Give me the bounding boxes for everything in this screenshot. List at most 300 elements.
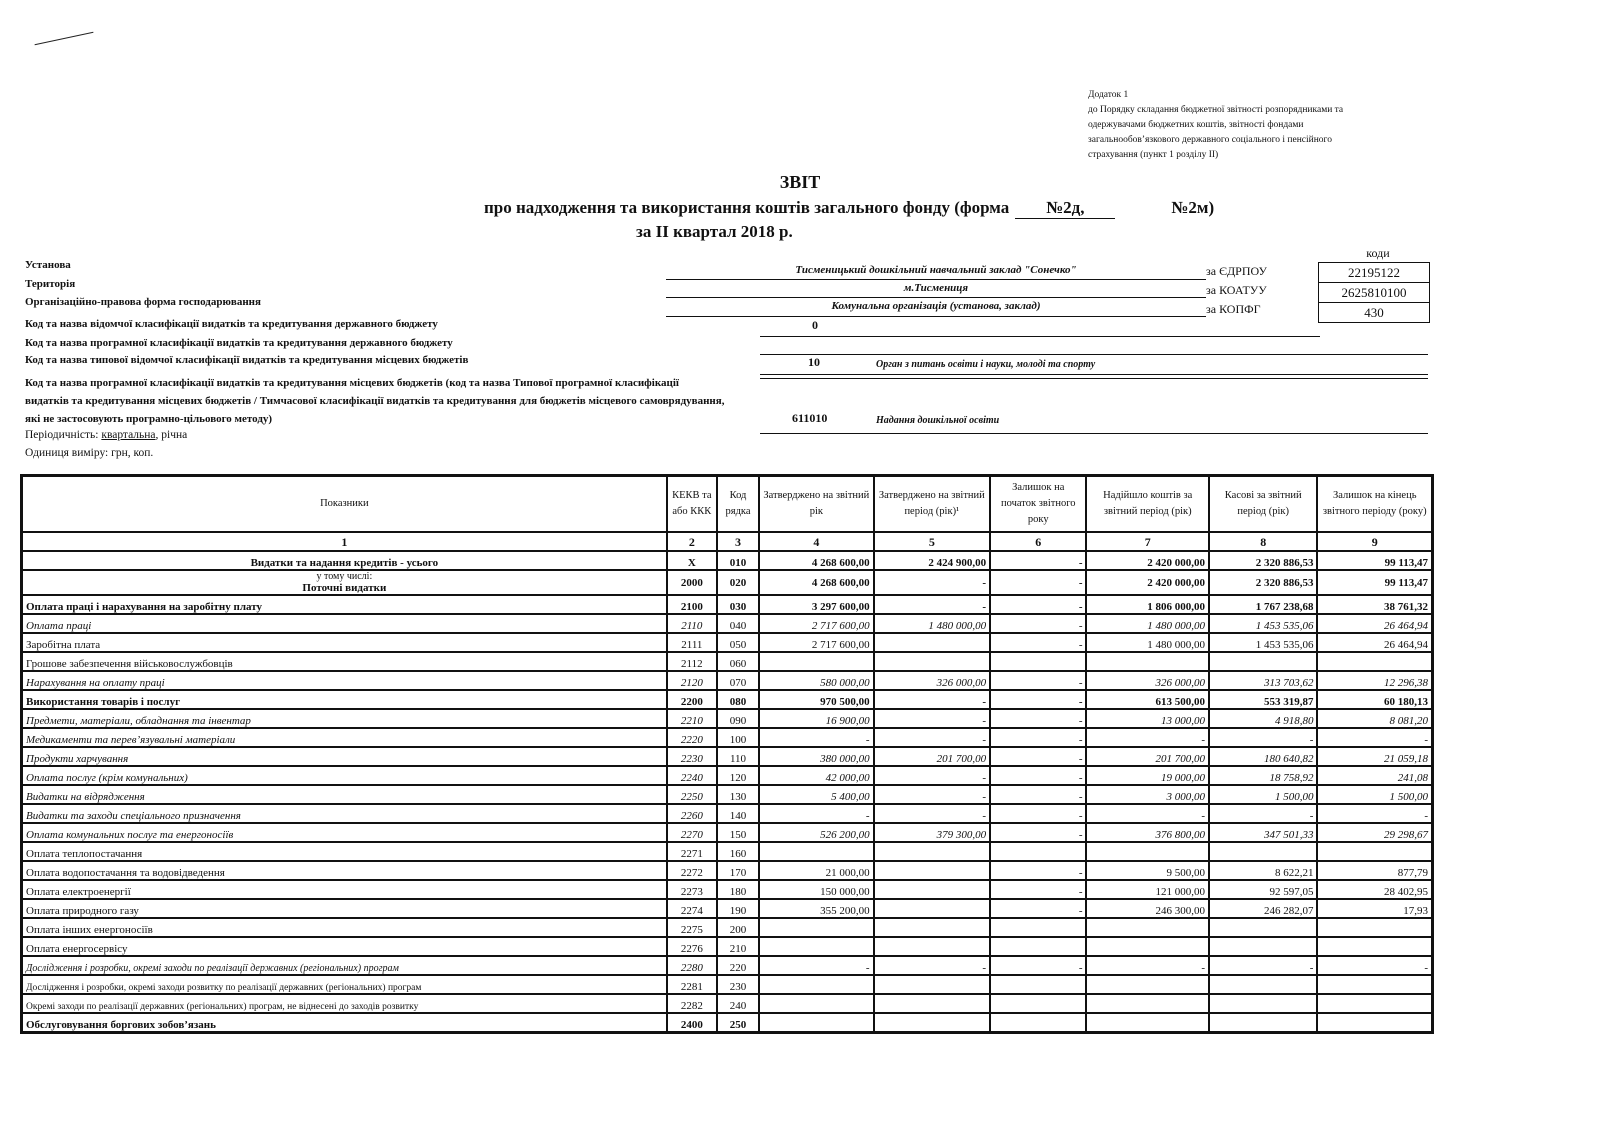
row-code: 220 <box>717 956 759 975</box>
form-2m: №2м) <box>1171 198 1215 217</box>
cell-cash-expenses: 4 918,80 <box>1209 709 1317 728</box>
cell-approved-year: 4 268 600,00 <box>759 551 873 570</box>
cell-balance-end: - <box>1317 804 1432 823</box>
cell-approved-year: 526 200,00 <box>759 823 873 842</box>
row-code: 120 <box>717 766 759 785</box>
row-kekv: 2110 <box>667 614 717 633</box>
cell-cash-expenses: 246 282,07 <box>1209 899 1317 918</box>
col-header-received: Надійшло коштів за звітний період (рік) <box>1086 476 1209 532</box>
table-row <box>22 709 1432 728</box>
cell-approved-year: 16 900,00 <box>759 709 873 728</box>
row-kekv: 2275 <box>667 918 717 937</box>
cell-received <box>1086 842 1209 861</box>
edrpou-code: 22195122 <box>1318 262 1430 283</box>
periodicity-rest: , річна <box>155 429 188 441</box>
cell-received: - <box>1086 728 1209 747</box>
row-code: 150 <box>717 823 759 842</box>
row-code: 100 <box>717 728 759 747</box>
table-row <box>22 880 1432 899</box>
cell-balance-start: - <box>990 899 1086 918</box>
row-name: Оплата водопостачання та водовідведення <box>22 861 667 880</box>
cell-cash-expenses <box>1209 918 1317 937</box>
row-kekv: 2112 <box>667 652 717 671</box>
cell-approved-period: 379 300,00 <box>874 823 990 842</box>
row-name: Дослідження і розробки, окремі заходи розвитку по реалізації державних (регіональних) програм <box>22 975 667 994</box>
cell-balance-end <box>1317 842 1432 861</box>
cell-approved-period <box>874 842 990 861</box>
kopfg-code: 430 <box>1318 302 1430 323</box>
table-row <box>22 551 1432 570</box>
territory-value: м.Тисмениця <box>903 282 969 294</box>
cell-balance-start: - <box>990 861 1086 880</box>
row-kekv: 2120 <box>667 671 717 690</box>
dept-class-label: Код та назва відомчої класифікації видатків та кредитування державного бюджету <box>25 318 438 330</box>
cell-cash-expenses <box>1209 652 1317 671</box>
col-header-approved-year: Затверджено на звітний рік <box>759 476 873 532</box>
cell-approved-year <box>759 918 873 937</box>
col-number: 3 <box>717 532 759 551</box>
cell-balance-end: 12 296,38 <box>1317 671 1432 690</box>
row-name: Грошове забезпечення військовослужбовців <box>22 652 667 671</box>
cell-approved-period: 201 700,00 <box>874 747 990 766</box>
cell-approved-period: - <box>874 709 990 728</box>
cell-approved-year: 42 000,00 <box>759 766 873 785</box>
row-name: Оплата праці <box>22 614 667 633</box>
row-code: 170 <box>717 861 759 880</box>
cell-balance-start: - <box>990 728 1086 747</box>
annex-line: Додаток 1 <box>1088 90 1129 100</box>
row-code: 210 <box>717 937 759 956</box>
row-name: Оплата послуг (крім комунальних) <box>22 766 667 785</box>
annex-note <box>1088 88 1428 163</box>
row-name: Медикаменти та перев’язувальні матеріали <box>22 728 667 747</box>
periodicity-prefix: Періодичність: <box>25 429 99 441</box>
annex-line: до Порядку складання бюджетної звітності розпорядниками та <box>1088 105 1344 115</box>
cell-balance-start <box>990 1013 1086 1032</box>
table-row <box>22 690 1432 709</box>
cell-received: 201 700,00 <box>1086 747 1209 766</box>
cell-approved-year: 2 717 600,00 <box>759 614 873 633</box>
annex-line: одержувачами бюджетних коштів, звітності фондами <box>1088 120 1304 130</box>
row-code: 030 <box>717 595 759 614</box>
cell-approved-year: - <box>759 728 873 747</box>
cell-approved-year: 4 268 600,00 <box>759 570 873 595</box>
cell-balance-end: 60 180,13 <box>1317 690 1432 709</box>
cell-approved-period <box>874 994 990 1013</box>
table-row <box>22 728 1432 747</box>
cell-approved-year: 380 000,00 <box>759 747 873 766</box>
row-code: 200 <box>717 918 759 937</box>
cell-balance-end <box>1317 994 1432 1013</box>
cell-cash-expenses <box>1209 1013 1317 1032</box>
cell-balance-start <box>990 994 1086 1013</box>
cell-approved-period: - <box>874 956 990 975</box>
cell-balance-start <box>990 975 1086 994</box>
cell-received: 13 000,00 <box>1086 709 1209 728</box>
cell-balance-end: 26 464,94 <box>1317 614 1432 633</box>
cell-received <box>1086 652 1209 671</box>
cell-balance-start: - <box>990 709 1086 728</box>
codes-title: коди <box>1366 246 1390 260</box>
table-row <box>22 842 1432 861</box>
cell-balance-start: - <box>990 570 1086 595</box>
cell-received: - <box>1086 956 1209 975</box>
cell-cash-expenses: - <box>1209 728 1317 747</box>
row-name: Оплата природного газу <box>22 899 667 918</box>
cell-balance-end: 1 500,00 <box>1317 785 1432 804</box>
cell-balance-start: - <box>990 804 1086 823</box>
institution-value: Тисменицький дошкільний навчальний заклад "Сонечко" <box>795 264 1077 276</box>
row-code: 060 <box>717 652 759 671</box>
legal-form-value: Комунальна організація (установа, заклад) <box>831 300 1041 312</box>
cell-approved-year: 5 400,00 <box>759 785 873 804</box>
dept-class-value: 0 <box>812 318 818 332</box>
cell-approved-year: 970 500,00 <box>759 690 873 709</box>
periodicity-selected: квартальна <box>101 429 156 441</box>
col-number: 5 <box>874 532 990 551</box>
kopfg-label: за КОПФГ <box>1206 302 1261 316</box>
row-kekv: 2280 <box>667 956 717 975</box>
cell-approved-year: 3 297 600,00 <box>759 595 873 614</box>
cell-balance-end: 28 402,95 <box>1317 880 1432 899</box>
cell-cash-expenses: 1 453 535,06 <box>1209 633 1317 652</box>
row-name <box>22 570 667 595</box>
row-name: Обслуговування боргових зобов’язань <box>22 1013 667 1032</box>
row-kekv: 2200 <box>667 690 717 709</box>
row-name: Дослідження і розробки, окремі заходи по реалізації державних (регіональних) програм <box>22 956 667 975</box>
table-row <box>22 804 1432 823</box>
col-header-row-code: Код рядка <box>717 476 759 532</box>
annex-line: загальнообов’язкового державного соціального і пенсійного <box>1088 135 1332 145</box>
table-row <box>22 994 1432 1013</box>
cell-balance-start: - <box>990 614 1086 633</box>
cell-balance-end: 241,08 <box>1317 766 1432 785</box>
cell-cash-expenses: 313 703,62 <box>1209 671 1317 690</box>
row-kekv: 2400 <box>667 1013 717 1032</box>
row-kekv: 2276 <box>667 937 717 956</box>
table-row <box>22 785 1432 804</box>
row-name-text: Поточні видатки <box>302 582 387 594</box>
cell-approved-period <box>874 652 990 671</box>
row-kekv: 2272 <box>667 861 717 880</box>
row-name: Видатки та заходи спеціального призначення <box>22 804 667 823</box>
row-kekv: 2210 <box>667 709 717 728</box>
local-prog-label: Код та назва програмної класифікації видатків та кредитування місцевих бюджетів (код та назва Типової програмної класифікації видатків та кредитування місцевих бюджетів / Тимчасової класифікації видатків та кредитування для бюджетів місцевого самоврядування, які не застосовують програмно-цільового методу) <box>25 377 725 425</box>
row-kekv: 2282 <box>667 994 717 1013</box>
cell-approved-year: - <box>759 956 873 975</box>
row-code: 230 <box>717 975 759 994</box>
cell-balance-start: - <box>990 633 1086 652</box>
cell-received <box>1086 1013 1209 1032</box>
row-code: 020 <box>717 570 759 595</box>
cell-balance-end <box>1317 918 1432 937</box>
cell-balance-start: - <box>990 766 1086 785</box>
edrpou-label: за ЄДРПОУ <box>1206 264 1268 278</box>
row-name: Заробітна плата <box>22 633 667 652</box>
row-code: 090 <box>717 709 759 728</box>
institution-label: Установа <box>25 259 71 271</box>
cell-balance-end <box>1317 652 1432 671</box>
table-row <box>22 570 1432 595</box>
row-code: 240 <box>717 994 759 1013</box>
row-code: 070 <box>717 671 759 690</box>
row-kekv: 2273 <box>667 880 717 899</box>
report-table <box>20 474 1434 1034</box>
cell-cash-expenses: 553 319,87 <box>1209 690 1317 709</box>
cell-balance-end <box>1317 975 1432 994</box>
table-row <box>22 1013 1432 1032</box>
cell-balance-end: 17,93 <box>1317 899 1432 918</box>
unit-of-measure: Одиниця виміру: грн, коп. <box>25 447 154 459</box>
cell-approved-period <box>874 1013 990 1032</box>
cell-received: - <box>1086 804 1209 823</box>
row-name: Оплата інших енергоносіїв <box>22 918 667 937</box>
cell-approved-period: - <box>874 728 990 747</box>
row-kekv: 2220 <box>667 728 717 747</box>
row-kekv: 2260 <box>667 804 717 823</box>
cell-balance-start: - <box>990 595 1086 614</box>
cell-cash-expenses: 92 597,05 <box>1209 880 1317 899</box>
prog-class-label: Код та назва програмної класифікації видатків та кредитування державного бюджету <box>25 337 453 349</box>
cell-received: 613 500,00 <box>1086 690 1209 709</box>
cell-balance-end: 29 298,67 <box>1317 823 1432 842</box>
cell-approved-year <box>759 994 873 1013</box>
local-prog-code: 611010 <box>792 411 828 425</box>
cell-balance-start: - <box>990 690 1086 709</box>
cell-cash-expenses: 1 453 535,06 <box>1209 614 1317 633</box>
report-subtitle-text: про надходження та використання коштів загального фонду (форма <box>484 198 1010 217</box>
row-kekv: 2281 <box>667 975 717 994</box>
cell-balance-end <box>1317 937 1432 956</box>
table-header-row <box>22 476 1432 532</box>
col-number: 2 <box>667 532 717 551</box>
table-row <box>22 899 1432 918</box>
cell-balance-end: - <box>1317 728 1432 747</box>
table-row <box>22 975 1432 994</box>
cell-approved-period: - <box>874 595 990 614</box>
legal-form-label: Організаційно-правова форма господарювання <box>25 296 261 308</box>
cell-approved-period: - <box>874 766 990 785</box>
cell-approved-period: 326 000,00 <box>874 671 990 690</box>
row-name: Видатки та надання кредитів - усього <box>22 551 667 570</box>
col-number: 8 <box>1209 532 1317 551</box>
cell-received <box>1086 918 1209 937</box>
row-code: 250 <box>717 1013 759 1032</box>
territory-label: Територія <box>25 278 76 290</box>
cell-approved-period <box>874 899 990 918</box>
table-row <box>22 861 1432 880</box>
cell-cash-expenses: 180 640,82 <box>1209 747 1317 766</box>
cell-cash-expenses <box>1209 994 1317 1013</box>
col-header-kekv: КЕКВ та або ККК <box>667 476 717 532</box>
col-number: 4 <box>759 532 873 551</box>
row-kekv: 2240 <box>667 766 717 785</box>
cell-approved-year <box>759 1013 873 1032</box>
cell-received: 3 000,00 <box>1086 785 1209 804</box>
row-name: Оплата енергосервісу <box>22 937 667 956</box>
row-code: 050 <box>717 633 759 652</box>
cell-cash-expenses: 18 758,92 <box>1209 766 1317 785</box>
cell-received: 2 420 000,00 <box>1086 570 1209 595</box>
cell-approved-period: 1 480 000,00 <box>874 614 990 633</box>
cell-cash-expenses: - <box>1209 956 1317 975</box>
cell-balance-start: - <box>990 823 1086 842</box>
cell-balance-start <box>990 918 1086 937</box>
table-row <box>22 937 1432 956</box>
cell-received: 121 000,00 <box>1086 880 1209 899</box>
cell-balance-start <box>990 937 1086 956</box>
cell-received <box>1086 994 1209 1013</box>
table-row <box>22 595 1432 614</box>
row-name: Використання товарів і послуг <box>22 690 667 709</box>
cell-received: 19 000,00 <box>1086 766 1209 785</box>
cell-approved-year: 355 200,00 <box>759 899 873 918</box>
cell-cash-expenses <box>1209 975 1317 994</box>
cell-approved-period: - <box>874 570 990 595</box>
row-code: 160 <box>717 842 759 861</box>
row-code: 110 <box>717 747 759 766</box>
cell-cash-expenses: 2 320 886,53 <box>1209 551 1317 570</box>
row-code: 080 <box>717 690 759 709</box>
cell-balance-start <box>990 842 1086 861</box>
cell-approved-year: 150 000,00 <box>759 880 873 899</box>
typical-dept-code: 10 <box>808 355 820 369</box>
row-name: Нарахування на оплату праці <box>22 671 667 690</box>
table-row <box>22 614 1432 633</box>
cell-approved-year: 21 000,00 <box>759 861 873 880</box>
table-row <box>22 747 1432 766</box>
cell-balance-start: - <box>990 747 1086 766</box>
table-row <box>22 671 1432 690</box>
cell-balance-start: - <box>990 880 1086 899</box>
row-kekv: 2230 <box>667 747 717 766</box>
cell-approved-year: 2 717 600,00 <box>759 633 873 652</box>
row-name: Оплата електроенергії <box>22 880 667 899</box>
cell-approved-period: 2 424 900,00 <box>874 551 990 570</box>
cell-cash-expenses: 2 320 886,53 <box>1209 570 1317 595</box>
cell-received: 1 480 000,00 <box>1086 614 1209 633</box>
cell-balance-start: - <box>990 551 1086 570</box>
row-code: 130 <box>717 785 759 804</box>
cell-balance-start: - <box>990 671 1086 690</box>
cell-cash-expenses <box>1209 937 1317 956</box>
cell-received: 376 800,00 <box>1086 823 1209 842</box>
cell-approved-period <box>874 975 990 994</box>
table-row <box>22 652 1432 671</box>
col-header-cash-expenses: Касові за звітний період (рік) <box>1209 476 1317 532</box>
cell-approved-period <box>874 880 990 899</box>
col-header-approved-period: Затверджено на звітний період (рік)¹ <box>874 476 990 532</box>
cell-approved-year <box>759 652 873 671</box>
row-kekv: X <box>667 551 717 570</box>
report-title: ЗВІТ <box>779 172 821 192</box>
row-kekv: 2250 <box>667 785 717 804</box>
column-number-row <box>22 532 1432 551</box>
row-kekv: 2000 <box>667 570 717 595</box>
cell-received: 326 000,00 <box>1086 671 1209 690</box>
cell-balance-end: 99 113,47 <box>1317 551 1432 570</box>
cell-approved-year: - <box>759 804 873 823</box>
cell-approved-year: 580 000,00 <box>759 671 873 690</box>
cell-balance-end: 21 059,18 <box>1317 747 1432 766</box>
row-name: Видатки на відрядження <box>22 785 667 804</box>
cell-received: 1 806 000,00 <box>1086 595 1209 614</box>
row-code: 040 <box>717 614 759 633</box>
cell-approved-period <box>874 633 990 652</box>
cell-cash-expenses: 8 622,21 <box>1209 861 1317 880</box>
cell-balance-start: - <box>990 956 1086 975</box>
col-number: 1 <box>22 532 667 551</box>
row-name: Оплата теплопостачання <box>22 842 667 861</box>
koatuu-code: 2625810100 <box>1318 282 1430 303</box>
row-kekv: 2100 <box>667 595 717 614</box>
cell-approved-period: - <box>874 690 990 709</box>
table-row <box>22 823 1432 842</box>
table-row <box>22 956 1432 975</box>
col-number: 9 <box>1317 532 1432 551</box>
row-name: Оплата праці і нарахування на заробітну плату <box>22 595 667 614</box>
row-code: 010 <box>717 551 759 570</box>
row-code: 190 <box>717 899 759 918</box>
pen-stroke-mark <box>35 32 94 45</box>
row-name: Продукти харчування <box>22 747 667 766</box>
cell-balance-end: - <box>1317 956 1432 975</box>
cell-cash-expenses: 1 767 238,68 <box>1209 595 1317 614</box>
cell-received: 1 480 000,00 <box>1086 633 1209 652</box>
row-name: Оплата комунальних послуг та енергоносіїв <box>22 823 667 842</box>
cell-approved-period: - <box>874 785 990 804</box>
row-kekv: 2271 <box>667 842 717 861</box>
cell-approved-period <box>874 918 990 937</box>
cell-received <box>1086 975 1209 994</box>
row-kekv: 2111 <box>667 633 717 652</box>
report-period: за ІІ квартал 2018 р. <box>636 222 793 241</box>
cell-balance-end: 26 464,94 <box>1317 633 1432 652</box>
form-2d: №2д, <box>1015 198 1115 219</box>
cell-balance-end: 8 081,20 <box>1317 709 1432 728</box>
cell-cash-expenses <box>1209 842 1317 861</box>
row-kekv: 2274 <box>667 899 717 918</box>
cell-balance-start <box>990 652 1086 671</box>
cell-approved-period: - <box>874 804 990 823</box>
cell-approved-year <box>759 842 873 861</box>
cell-received: 2 420 000,00 <box>1086 551 1209 570</box>
table-row <box>22 766 1432 785</box>
col-header-balance-end: Залишок на кінець звітного періоду (року) <box>1317 476 1432 532</box>
cell-received: 246 300,00 <box>1086 899 1209 918</box>
cell-balance-end: 877,79 <box>1317 861 1432 880</box>
cell-approved-period <box>874 937 990 956</box>
row-name: Окремі заходи по реалізації державних (регіональних) програм, не віднесені до заходів розвитку <box>22 994 667 1013</box>
cell-received <box>1086 937 1209 956</box>
typical-dept-name: Орган з питань освіти і науки, молоді та спорту <box>876 359 1096 370</box>
cell-balance-end: 38 761,32 <box>1317 595 1432 614</box>
col-number: 7 <box>1086 532 1209 551</box>
periodicity <box>25 429 187 441</box>
cell-cash-expenses: 347 501,33 <box>1209 823 1317 842</box>
cell-received: 9 500,00 <box>1086 861 1209 880</box>
cell-cash-expenses: 1 500,00 <box>1209 785 1317 804</box>
row-name: Предмети, матеріали, обладнання та інвентар <box>22 709 667 728</box>
row-code: 180 <box>717 880 759 899</box>
row-kekv: 2270 <box>667 823 717 842</box>
typical-dept-label: Код та назва типової відомчої класифікації видатків та кредитування місцевих бюджетів <box>25 354 469 366</box>
local-prog-name: Надання дошкільної освіти <box>876 415 1000 426</box>
col-header-indicators: Показники <box>22 476 667 532</box>
table-row <box>22 633 1432 652</box>
annex-line: страхування (пункт 1 розділу ІІ) <box>1088 150 1219 160</box>
table-row <box>22 918 1432 937</box>
